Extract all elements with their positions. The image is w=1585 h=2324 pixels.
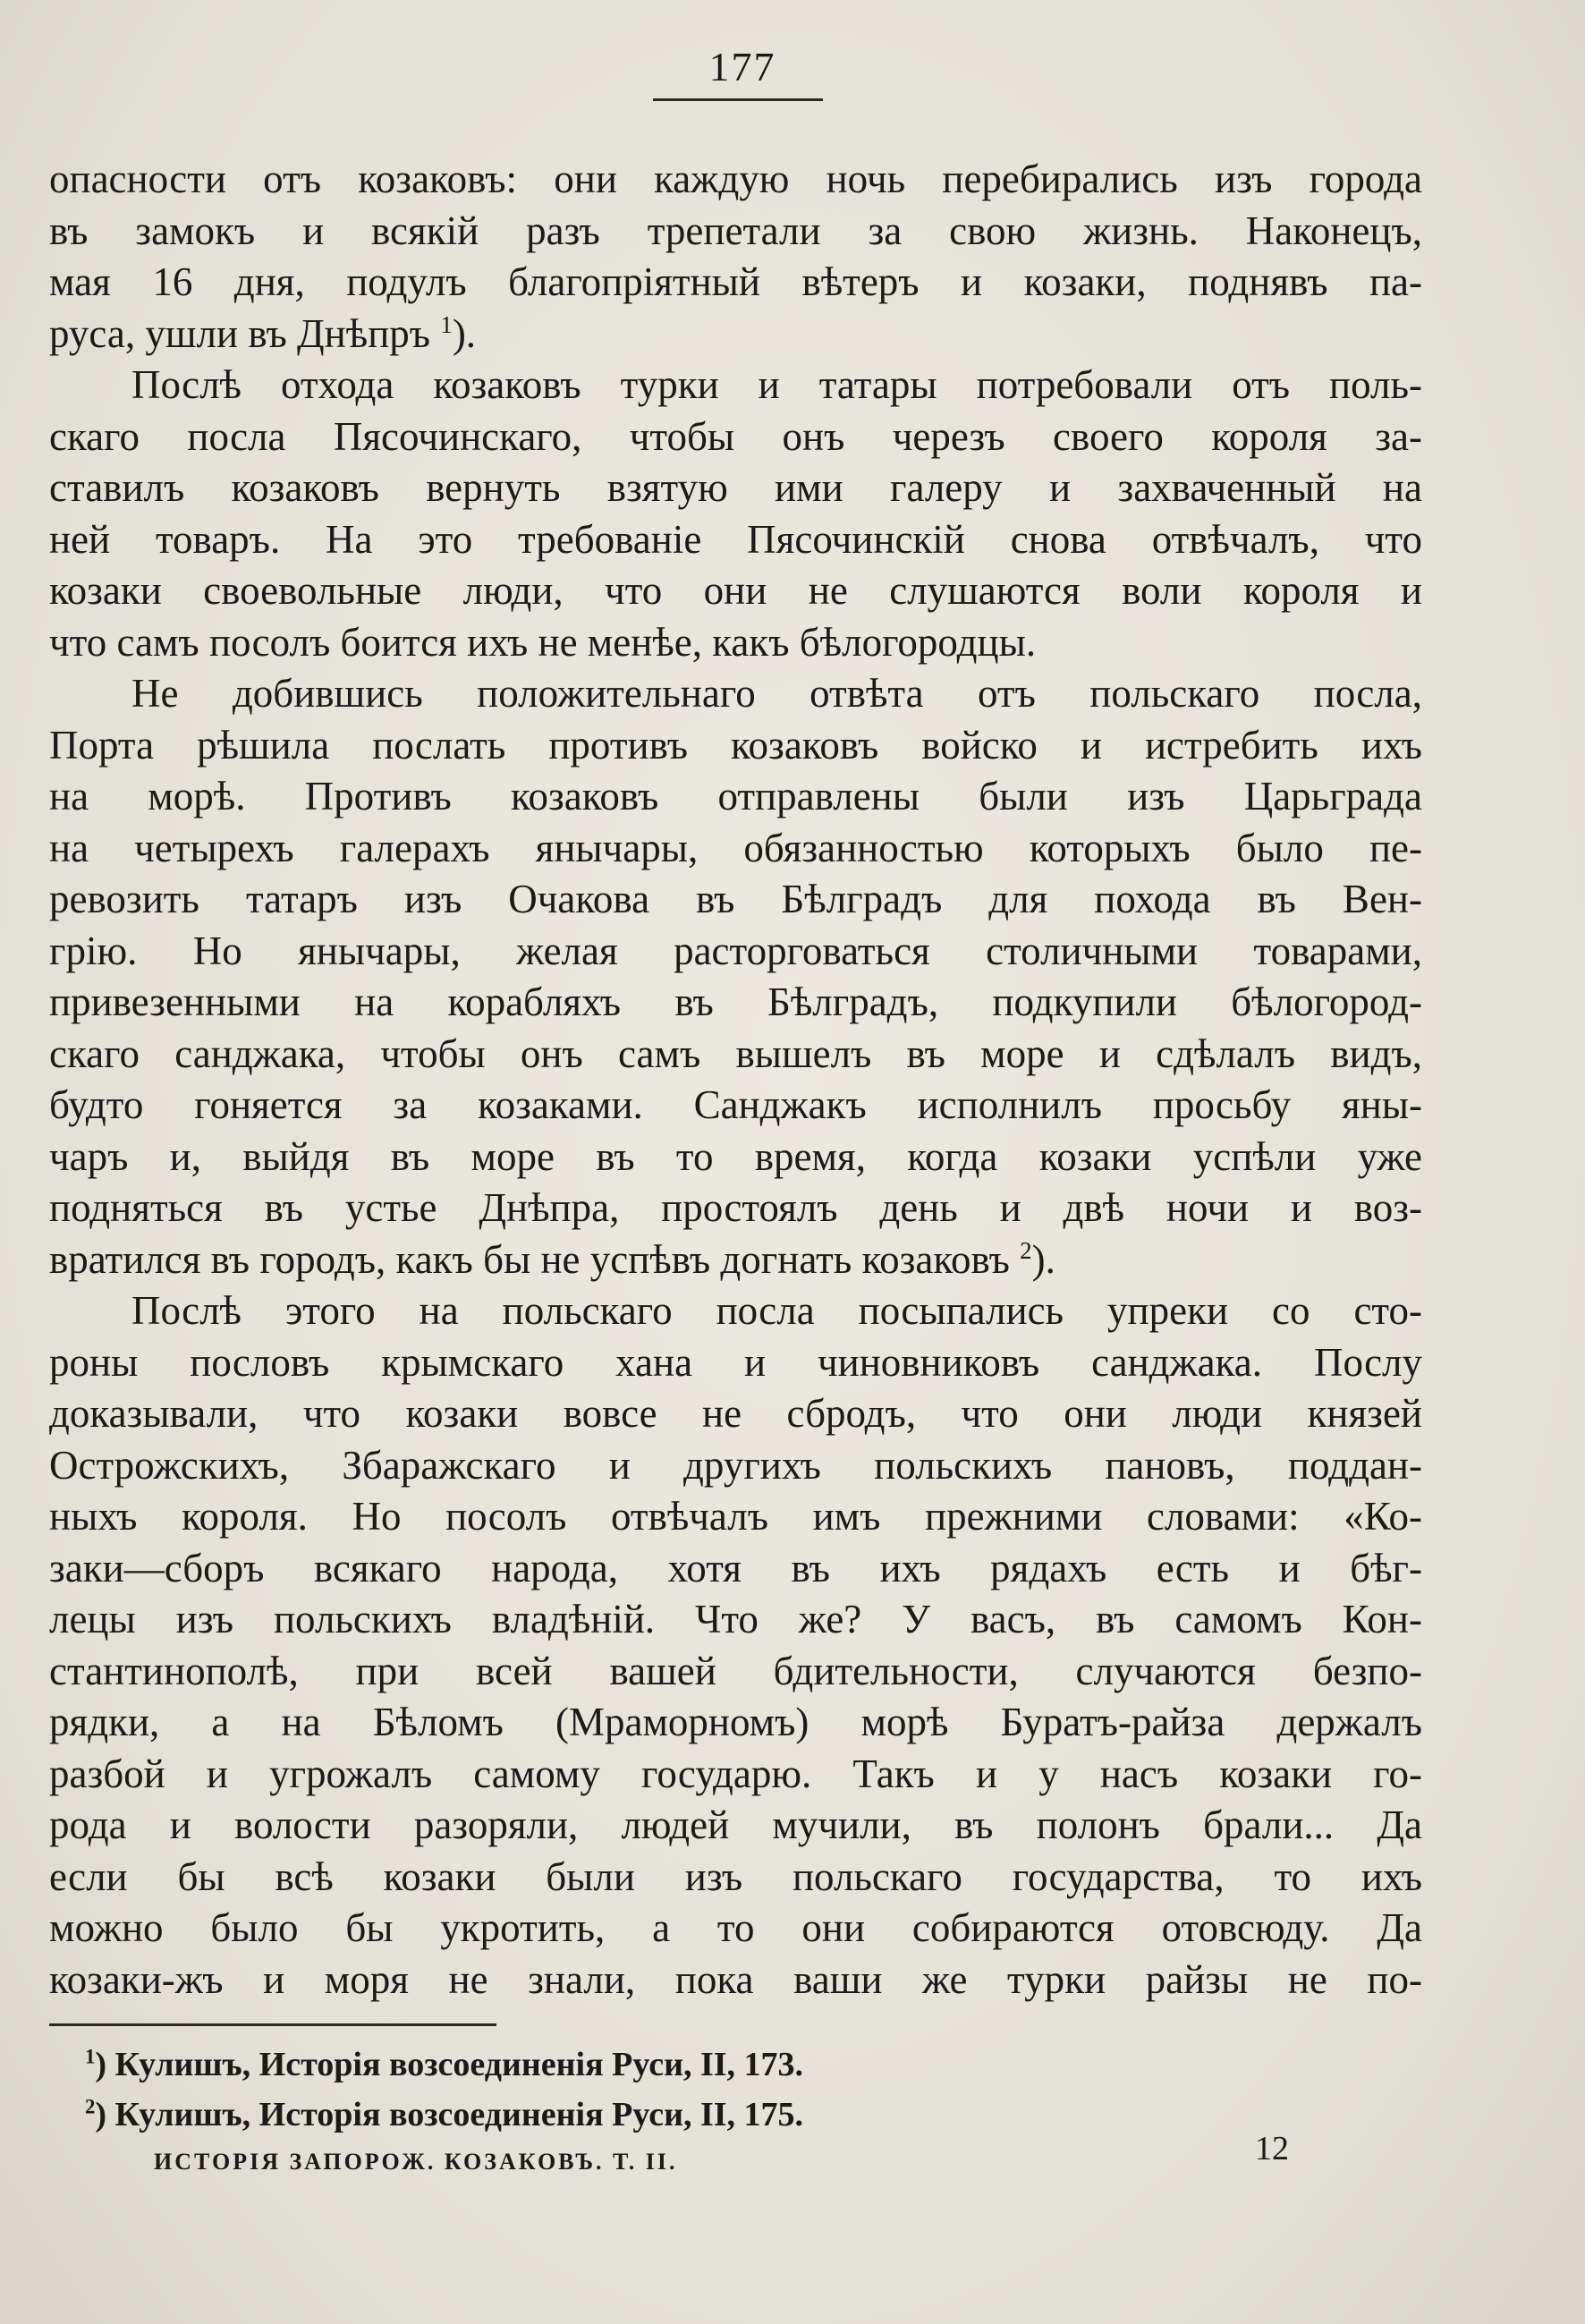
text-line xyxy=(49,1955,1422,2006)
text-line xyxy=(49,874,1422,926)
text-line xyxy=(49,309,1422,360)
text-line xyxy=(49,1903,1422,1955)
text-line-content: рядки, а на Бѣломъ (Мраморномъ) морѣ Буратъ-райза держалъ xyxy=(49,1700,1422,1744)
text-line-content: Порта рѣшила послать противъ козаковъ войско и истребить ихъ xyxy=(49,722,1422,768)
text-line-content: на четырехъ галерахъ янычары, обязанностью которыхъ было пе- xyxy=(49,825,1422,870)
text-line xyxy=(49,1440,1422,1492)
text-line-content: ней товаръ. На это требованіе Пясочинскій снова отвѣчалъ, что xyxy=(49,516,1422,562)
text-line-content: роны пословъ крымскаго хана и чиновниковъ санджака. Послу xyxy=(49,1339,1422,1385)
text-line xyxy=(49,1800,1422,1852)
text-line xyxy=(49,411,1422,463)
header-rule xyxy=(653,98,823,101)
text-line-content: если бы всѣ козаки были изъ польскаго государства, то ихъ xyxy=(49,1853,1422,1899)
text-line-content: стантинополѣ, при всей вашей бдительности, случаются безпо- xyxy=(49,1648,1422,1693)
text-line-content: скаго санджака, чтобы онъ самъ вышелъ въ море и сдѣлалъ видъ, xyxy=(49,1031,1422,1076)
text-line-content: ставилъ козаковъ вернуть взятую ими галеру и захваченный на xyxy=(49,465,1422,510)
text-line-content: лецы изъ польскихъ владѣній. Что же? У васъ, въ самомъ Кон- xyxy=(49,1597,1422,1641)
text-line xyxy=(49,771,1422,823)
text-line-content: Послѣ этого на польскаго посла посыпались упреки со сто- xyxy=(131,1288,1422,1333)
text-line-content: ревозить татаръ изъ Очакова въ Бѣлградъ для похода въ Вен- xyxy=(49,877,1422,921)
text-line-content: можно было бы укротить, а то они собираются отовсюду. Да xyxy=(49,1905,1422,1950)
text-line-content: Острожскихъ, Збаражскаго и другихъ польскихъ пановъ, поддан- xyxy=(49,1442,1422,1488)
text-line-content: чаръ и, выйдя въ море въ то время, когда козаки успѣли уже xyxy=(49,1133,1422,1179)
text-line xyxy=(49,617,1422,669)
footnote-text: ) Кулишъ, Исторія возсоединенія Руси, II, 173. xyxy=(95,2046,804,2083)
text-line-content: доказывали, что козаки вовсе не сбродъ, что они люди князей xyxy=(49,1391,1422,1436)
text-line-content: въ замокъ и всякій разъ трепетали за свою жизнь. Наконецъ, xyxy=(49,208,1422,253)
text-line-content: на морѣ. Противъ козаковъ отправлены были изъ Царьграда xyxy=(49,774,1422,818)
footnote-rule xyxy=(49,2023,496,2026)
main-text xyxy=(49,154,1422,2006)
text-line-content: привезенными на корабляхъ въ Бѣлградъ, подкупили бѣлогород- xyxy=(49,980,1422,1024)
text-line-content: заки—сборъ всякаго народа, хотя въ ихъ рядахъ есть и бѣг- xyxy=(49,1545,1422,1590)
text-line-content: подняться въ устье Днѣпра, простоялъ день и двѣ ночи и воз- xyxy=(49,1185,1422,1230)
footnote-marker: 1 xyxy=(440,310,453,338)
text-line xyxy=(49,1543,1422,1595)
text-line-content: что самъ посолъ боится ихъ не менѣе, какъ бѣлогородцы. xyxy=(49,619,1037,665)
text-line xyxy=(49,1697,1422,1749)
text-line xyxy=(49,565,1422,617)
text-line-content: опасности отъ козаковъ: они каждую ночь перебирались изъ города xyxy=(49,157,1422,201)
text-line xyxy=(49,1388,1422,1440)
sheet-number: 12 xyxy=(1255,2130,1289,2167)
text-line xyxy=(49,206,1422,258)
text-line-content: козаки своевольные люди, что они не слушаются воли короля и xyxy=(49,568,1422,613)
text-line xyxy=(49,462,1422,514)
text-line xyxy=(49,360,1422,411)
text-line xyxy=(49,1234,1422,1286)
page-number: 177 xyxy=(708,44,776,89)
text-line xyxy=(49,720,1422,772)
text-line xyxy=(49,1491,1422,1543)
text-line xyxy=(49,1749,1422,1801)
text-line xyxy=(49,823,1422,875)
text-line xyxy=(49,1029,1422,1081)
text-line-content: ныхъ короля. Но посолъ отвѣчалъ имъ прежними словами: «Ко- xyxy=(49,1494,1422,1539)
footnote-number: 1 xyxy=(85,2045,96,2068)
footnote xyxy=(85,2090,1158,2140)
footnote-text: ) Кулишъ, Исторія возсоединенія Руси, II, 175. xyxy=(95,2096,804,2133)
footnote-number: 2 xyxy=(85,2095,96,2118)
text-line xyxy=(49,977,1422,1029)
text-line xyxy=(49,1132,1422,1183)
text-line xyxy=(49,1594,1422,1646)
text-line-content: Послѣ отхода козаковъ турки и татары потребовали отъ поль- xyxy=(131,362,1422,407)
footnote xyxy=(85,2040,1158,2090)
text-line xyxy=(49,1183,1422,1234)
footnote-marker: 2 xyxy=(1020,1236,1032,1264)
text-line xyxy=(49,926,1422,978)
text-line xyxy=(49,1852,1422,1904)
text-line-content: грію. Но янычары, желая расторговаться столичными товарами, xyxy=(49,928,1422,973)
text-line xyxy=(49,514,1422,566)
footnote-marker-close: ). xyxy=(452,310,477,356)
text-line xyxy=(49,1285,1422,1337)
text-line-content: козаки-жъ и моря не знали, пока ваши же турки райзы не по- xyxy=(49,1956,1422,2002)
printer-signature: ИСТОРІЯ ЗАПОРОЖ. КОЗАКОВЪ. Т. II. xyxy=(154,2149,678,2175)
text-line xyxy=(49,1646,1422,1698)
text-line xyxy=(49,257,1422,309)
text-line-content: рода и волости разоряли, людей мучили, въ полонъ брали... Да xyxy=(49,1802,1422,1847)
text-line-content: руса, ушли въ Днѣпръ xyxy=(49,310,431,356)
text-line xyxy=(49,1337,1422,1389)
text-line xyxy=(49,668,1422,720)
text-line xyxy=(49,154,1422,206)
text-line-content: Не добившись положительнаго отвѣта отъ польскаго посла, xyxy=(131,671,1422,716)
footnotes xyxy=(85,2040,1158,2140)
text-line-content: скаго посла Пясочинскаго, чтобы онъ черезъ своего короля за- xyxy=(49,413,1422,459)
text-line-content: будто гоняется за козаками. Санджакъ исполнилъ просьбу яны- xyxy=(49,1082,1422,1127)
text-line-content: вратился въ городъ, какъ бы не успѣвъ догнать козаковъ xyxy=(49,1236,1010,1282)
text-line-content: разбой и угрожалъ самому государю. Такъ и у насъ козаки го- xyxy=(49,1751,1422,1796)
text-line xyxy=(49,1080,1422,1132)
footnote-marker-close: ). xyxy=(1031,1236,1055,1282)
text-line-content: мая 16 дня, подулъ благопріятный вѣтеръ и козаки, поднявъ па- xyxy=(49,259,1422,304)
